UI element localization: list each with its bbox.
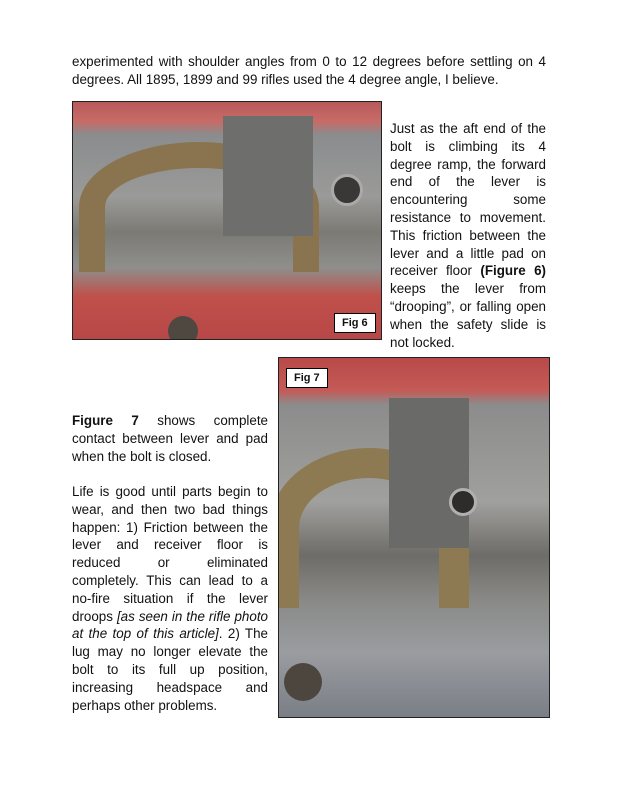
figure-6-photo [72, 101, 382, 340]
figure-7-photo [278, 357, 550, 718]
italic-note: [as seen in the rifle photo at the top of this article] [72, 608, 268, 642]
figure-7-ref: Figure 7 [72, 413, 139, 428]
text-part: Life is good until parts begin to wear, and then two bad things happen: 1) Friction between the lever and receiver floor is reduced or eliminated completely. This can lead to a no-fire situation if the lever droops [72, 484, 268, 624]
text-part: shows complete contact between lever and pad when the bolt is closed. [72, 413, 268, 464]
screw-head [284, 663, 322, 701]
figure-6-ref: (Figure 6) [480, 263, 546, 279]
text-part: Just as the aft end of the bolt is climbing its 4 degree ramp, the forward end of the lever is encountering some resistance to movement. This friction between the lever and a little pad on receiver floor [390, 121, 546, 279]
figure-7-paragraph-2 [72, 483, 268, 714]
bolt-shape [223, 116, 313, 236]
text-part: keeps the lever from “drooping”, or falling open when the safety slide is not locked. [390, 281, 546, 350]
receiver-hole [449, 488, 477, 516]
figure-7-label: Fig 7 [286, 368, 328, 388]
bolt-shape [389, 398, 469, 548]
intro-paragraph: experimented with shoulder angles from 0 to 12 degrees before settling on 4 degrees. All 1895, 1899 and 99 rifles used the 4 degree angle, I believe. [72, 54, 546, 87]
screw-head [168, 316, 198, 340]
figure-6-caption-text [390, 120, 546, 351]
figure-7-paragraph-1 [72, 412, 268, 465]
figure-6-label: Fig 6 [334, 313, 376, 333]
receiver-hole [331, 174, 363, 206]
text-part: . 2) The lug may no longer elevate the bolt to its full up position, increasing headspace and perhaps other problems. [72, 626, 268, 713]
